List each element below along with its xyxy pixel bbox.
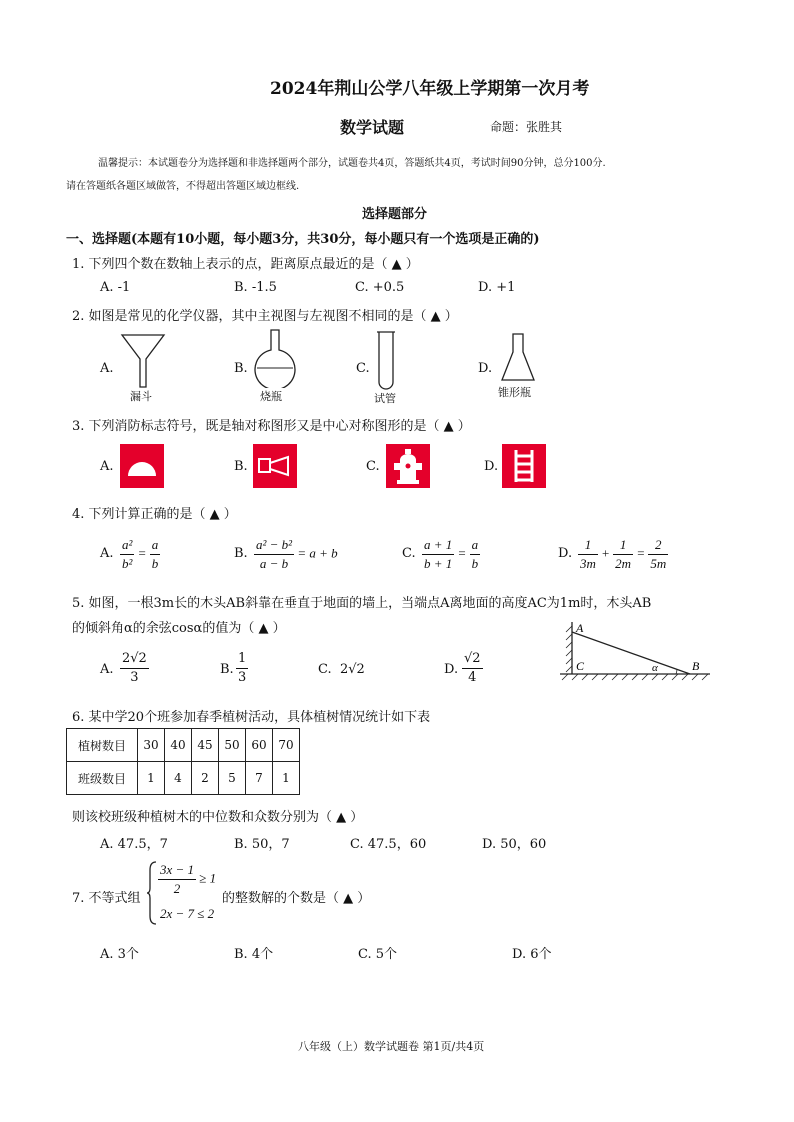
q4-letter-a: A. bbox=[100, 546, 114, 561]
notice-line-2: 请在答题纸各题区域做答，不得超出答题区域边框线. bbox=[66, 181, 300, 192]
q5-letter-d: D. bbox=[444, 662, 459, 677]
q5-option-b: $\frac{1}{3}$ bbox=[238, 651, 247, 685]
notice-line-1: 温馨提示：本试题卷分为选择题和非选择题两个部分，试题卷共4页，答题纸共4页，考试时间90分钟，总分100分. bbox=[98, 158, 606, 169]
table-cell: 30 bbox=[138, 729, 165, 762]
q6-stem: 6. 某中学20个班参加春季植树活动，具体植树情况统计如下表 bbox=[72, 710, 431, 725]
q5-letter-a: A. bbox=[100, 662, 114, 677]
label-a: A bbox=[576, 621, 584, 635]
q5-option-d: $\frac{√2}{4}$ bbox=[464, 651, 481, 685]
q1-option-c: C. +0.5 bbox=[355, 280, 405, 295]
table-cell: 60 bbox=[246, 729, 273, 762]
q7-inequality-1: $\frac{3x - 1}{2}$ ≥ 1 bbox=[160, 862, 217, 896]
fire-sign-alarm-icon bbox=[253, 444, 297, 488]
label-b: B bbox=[692, 659, 700, 673]
q4-option-a: $\frac{\text{a²}}{\text{b²}}$ = $\frac{a}{b}$ bbox=[122, 537, 159, 571]
flask-icon bbox=[250, 328, 300, 388]
ladder-wall-figure bbox=[558, 618, 714, 684]
table-cell: 40 bbox=[165, 729, 192, 762]
q5-stem-line-1: 5. 如图，一根3m长的木头AB斜靠在垂直于地面的墙上，当端点A离地面的高度AC为1m时，木头AB bbox=[72, 596, 652, 611]
q2-letter-c: C. bbox=[356, 361, 370, 376]
q1-option-b: B. -1.5 bbox=[234, 280, 277, 295]
test-tube-icon bbox=[376, 330, 396, 392]
q7-suffix: 的整数解的个数是（ ▲ ） bbox=[222, 891, 371, 906]
label-alpha: α bbox=[652, 662, 658, 674]
q6-question: 则该校班级种植树木的中位数和众数分别为（ ▲ ） bbox=[72, 810, 364, 825]
q4-option-d: $\frac{1}{3m}$ + $\frac{1}{2m}$ = $\frac{2}{5m}$ bbox=[580, 537, 667, 571]
q2-caption-c: 试管 bbox=[374, 392, 396, 405]
page-footer: 八年级（上）数学试题卷 第1页/共4页 bbox=[298, 1040, 485, 1053]
table-cell: 4 bbox=[165, 762, 192, 795]
q4-stem: 4. 下列计算正确的是（ ▲ ） bbox=[72, 507, 237, 522]
q5-letter-b: B. bbox=[220, 662, 234, 677]
table-cell: 7 bbox=[246, 762, 273, 795]
q4-letter-c: C. bbox=[402, 546, 416, 561]
q6-option-c: C. 47.5，60 bbox=[350, 837, 427, 852]
q1-stem: 1. 下列四个数在数轴上表示的点，距离原点最近的是（ ▲ ） bbox=[72, 257, 419, 272]
author: 命题：张胜其 bbox=[490, 120, 563, 134]
q7-option-b: B. 4个 bbox=[234, 947, 274, 962]
subject-title: 数学试题 bbox=[340, 118, 405, 137]
q1-option-d: D. +1 bbox=[478, 280, 516, 295]
q2-caption-d: 锥形瓶 bbox=[498, 386, 531, 399]
q4-letter-b: B. bbox=[234, 546, 248, 561]
table-cell: 45 bbox=[192, 729, 219, 762]
q3-letter-b: B. bbox=[234, 459, 248, 474]
table-row bbox=[67, 762, 300, 795]
q6-option-d: D. 50，60 bbox=[482, 837, 547, 852]
q4-option-c: $\frac{a + 1}{b + 1}$ = $\frac{a}{b}$ bbox=[424, 537, 479, 571]
q2-stem: 2. 如图是常见的化学仪器，其中主视图与左视图不相同的是（ ▲ ） bbox=[72, 309, 458, 324]
q5-stem-line-2: 的倾斜角α的余弦cosα的值为（ ▲ ） bbox=[72, 621, 286, 636]
funnel-icon bbox=[118, 333, 168, 389]
q3-letter-a: A. bbox=[100, 459, 114, 474]
q4-option-b: $\frac{\text{a² − b²}}{a - b}$ = a + b bbox=[256, 537, 338, 571]
fire-sign-ladder-icon bbox=[502, 444, 546, 488]
q3-stem: 3. 下列消防标志符号，既是轴对称图形又是中心对称图形的是（ ▲ ） bbox=[72, 419, 471, 434]
q7-option-c: C. 5个 bbox=[358, 947, 398, 962]
q2-letter-d: D. bbox=[478, 361, 493, 376]
table-cell: 1 bbox=[138, 762, 165, 795]
table-cell: 70 bbox=[273, 729, 300, 762]
q7-inequality-2: 2x − 7 ≤ 2 bbox=[160, 906, 215, 921]
fire-sign-dome-icon bbox=[120, 444, 164, 488]
conical-flask-icon bbox=[500, 332, 536, 384]
q3-letter-c: C. bbox=[366, 459, 380, 474]
table-header-cell: 班级数目 bbox=[67, 762, 138, 795]
exam-title: 2024年荆山公学八年级上学期第一次月考 bbox=[270, 79, 590, 99]
q2-caption-b: 烧瓶 bbox=[260, 390, 282, 403]
q5-letter-c: C. bbox=[318, 662, 332, 677]
q2-letter-b: B. bbox=[234, 361, 248, 376]
table-cell: 50 bbox=[219, 729, 246, 762]
q2-letter-a: A. bbox=[100, 361, 114, 376]
q7-option-d: D. 6个 bbox=[512, 947, 552, 962]
q3-letter-d: D. bbox=[484, 459, 499, 474]
q6-option-a: A. 47.5，7 bbox=[100, 837, 168, 852]
q2-caption-a: 漏斗 bbox=[130, 390, 152, 403]
table-header-cell: 植树数目 bbox=[67, 729, 138, 762]
q5-option-a: $\frac{2√2}{3}$ bbox=[122, 651, 147, 685]
table-row bbox=[67, 729, 300, 762]
section-heading: 一、选择题(本题有10小题，每小题3分，共30分，每小题只有一个选项是正确的) bbox=[66, 232, 540, 247]
label-c: C bbox=[576, 659, 585, 673]
table-cell: 1 bbox=[273, 762, 300, 795]
part-title: 选择题部分 bbox=[362, 207, 428, 222]
q7-option-a: A. 3个 bbox=[100, 947, 139, 962]
q6-table bbox=[66, 728, 300, 795]
table-cell: 5 bbox=[219, 762, 246, 795]
q1-option-a: A. -1 bbox=[100, 280, 131, 295]
fire-sign-hydrant-icon bbox=[386, 444, 430, 488]
table-cell: 2 bbox=[192, 762, 219, 795]
q5-option-c: 2√2 bbox=[340, 662, 365, 677]
q6-option-b: B. 50，7 bbox=[234, 837, 290, 852]
brace-icon bbox=[146, 860, 158, 926]
q4-letter-d: D. bbox=[558, 546, 573, 561]
q7-prefix: 7. 不等式组 bbox=[72, 891, 141, 906]
